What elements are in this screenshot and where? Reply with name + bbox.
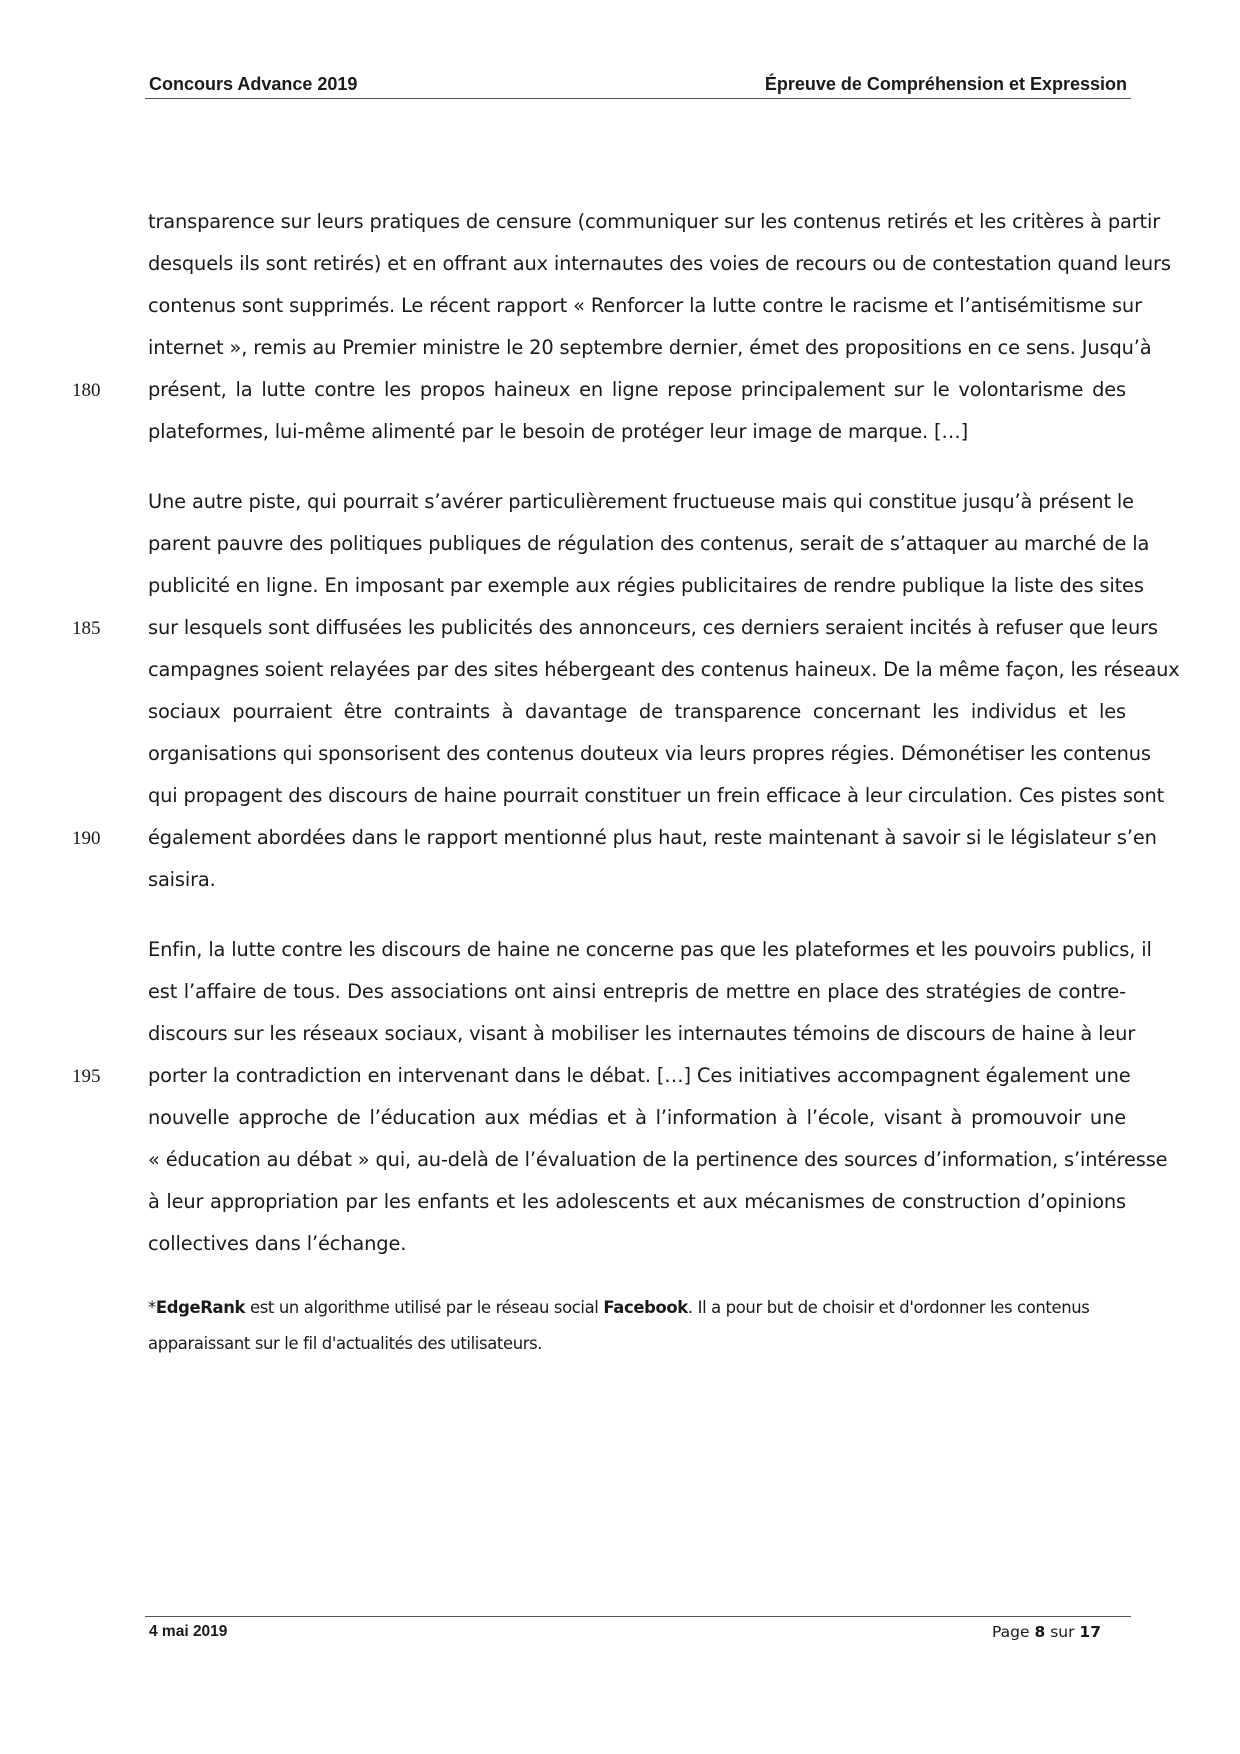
paragraph-2-line-8: qui propagent des discours de haine pourrait constituer un frein efficace à leur circulation. Ces pistes sont [148, 784, 1165, 807]
footer-page-number [992, 1623, 1101, 1641]
footnote-line-1 [148, 1298, 1126, 1317]
paragraph-2-line-7: organisations qui sponsorisent des contenus douteux via leurs propres régies. Démonétiser les contenus [148, 742, 1151, 765]
paragraph-2-line-4: sur lesquels sont diffusées les publicités des annonceurs, ces derniers seraient incités à refuser que leurs [148, 616, 1158, 639]
paragraph-1-line-5: présent, la lutte contre les propos haineux en ligne repose principalement sur le volontarisme des [148, 378, 1126, 401]
paragraph-2-line-1: Une autre piste, qui pourrait s’avérer particulièrement fructueuse mais qui constitue jusqu’à présent le [148, 490, 1134, 513]
paragraph-1-line-6: plateformes, lui-même alimenté par le besoin de protéger leur image de marque. […] [148, 420, 969, 443]
page-mid: sur [1045, 1623, 1080, 1641]
paragraph-3-line-5: nouvelle approche de l’éducation aux médias et à l’information à l’école, visant à promouvoir une [148, 1106, 1126, 1129]
paragraph-3-line-2: est l’affaire de tous. Des associations ont ainsi entrepris de mettre en place des stratégies de contre- [148, 980, 1126, 1003]
footnote-term: EdgeRank [155, 1298, 246, 1317]
page-header [145, 68, 1131, 99]
line-number: 185 [72, 618, 101, 639]
paragraph-1-line-1: transparence sur leurs pratiques de censure (communiquer sur les contenus retirés et les critères à partir [148, 210, 1161, 233]
paragraph-2-line-3: publicité en ligne. En imposant par exemple aux régies publicitaires de rendre publique la liste des sites [148, 574, 1144, 597]
page-prefix: Page [992, 1623, 1035, 1641]
paragraph-2-line-10: saisira. [148, 868, 216, 891]
footnote-text-rest: . Il a pour but de choisir et d'ordonner les contenus [687, 1298, 1090, 1317]
footer-date: 4 mai 2019 [149, 1623, 228, 1640]
footnote-network: Facebook [603, 1298, 688, 1317]
paragraph-3-line-8: collectives dans l’échange. [148, 1232, 407, 1255]
line-number: 180 [72, 380, 101, 401]
paragraph-2-line-6: sociaux pourraient être contraints à davantage de transparence concernant les individus et les [148, 700, 1126, 723]
paragraph-3-line-4: porter la contradiction en intervenant dans le débat. […] Ces initiatives accompagnent également une [148, 1064, 1131, 1087]
page-total: 17 [1079, 1623, 1101, 1641]
paragraph-2-line-9: également abordées dans le rapport mentionné plus haut, reste maintenant à savoir si le législateur s’en [148, 826, 1157, 849]
paragraph-1-line-2: desquels ils sont retirés) et en offrant aux internautes des voies de recours ou de contestation quand leurs [148, 252, 1171, 275]
paragraph-3-line-6: « éducation au débat » qui, au-delà de l’évaluation de la pertinence des sources d’information, s’intéresse [148, 1148, 1168, 1171]
header-exam-title: Concours Advance 2019 [149, 74, 358, 94]
paragraph-1-line-3: contenus sont supprimés. Le récent rapport « Renforcer la lutte contre le racisme et l’antisémitisme sur [148, 294, 1142, 317]
page-footer [145, 1616, 1131, 1641]
paragraph-1-line-4: internet », remis au Premier ministre le 20 septembre dernier, émet des propositions en ce sens. Jusqu’à [148, 336, 1152, 359]
page-current: 8 [1034, 1623, 1046, 1641]
header-section-title: Épreuve de Compréhension et Expression [764, 74, 1127, 94]
footnote-line-2: apparaissant sur le fil d'actualités des utilisateurs. [148, 1334, 543, 1353]
line-number: 195 [72, 1066, 101, 1087]
paragraph-3-line-3: discours sur les réseaux sociaux, visant à mobiliser les internautes témoins de discours de haine à leur [148, 1022, 1136, 1045]
footnote-text-mid: est un algorithme utilisé par le réseau social [245, 1298, 604, 1317]
paragraph-2-line-2: parent pauvre des politiques publiques de régulation des contenus, serait de s’attaquer au marché de la [148, 532, 1150, 555]
footnote-star: * [148, 1298, 156, 1317]
paragraph-3-line-7: à leur appropriation par les enfants et les adolescents et aux mécanismes de construction d’opinions [148, 1190, 1126, 1213]
paragraph-3-line-1: Enfin, la lutte contre les discours de haine ne concerne pas que les plateformes et les pouvoirs publics, il [148, 938, 1152, 961]
line-number: 190 [72, 828, 101, 849]
paragraph-2-line-5: campagnes soient relayées par des sites hébergeant des contenus haineux. De la même façon, les réseaux [148, 658, 1180, 681]
